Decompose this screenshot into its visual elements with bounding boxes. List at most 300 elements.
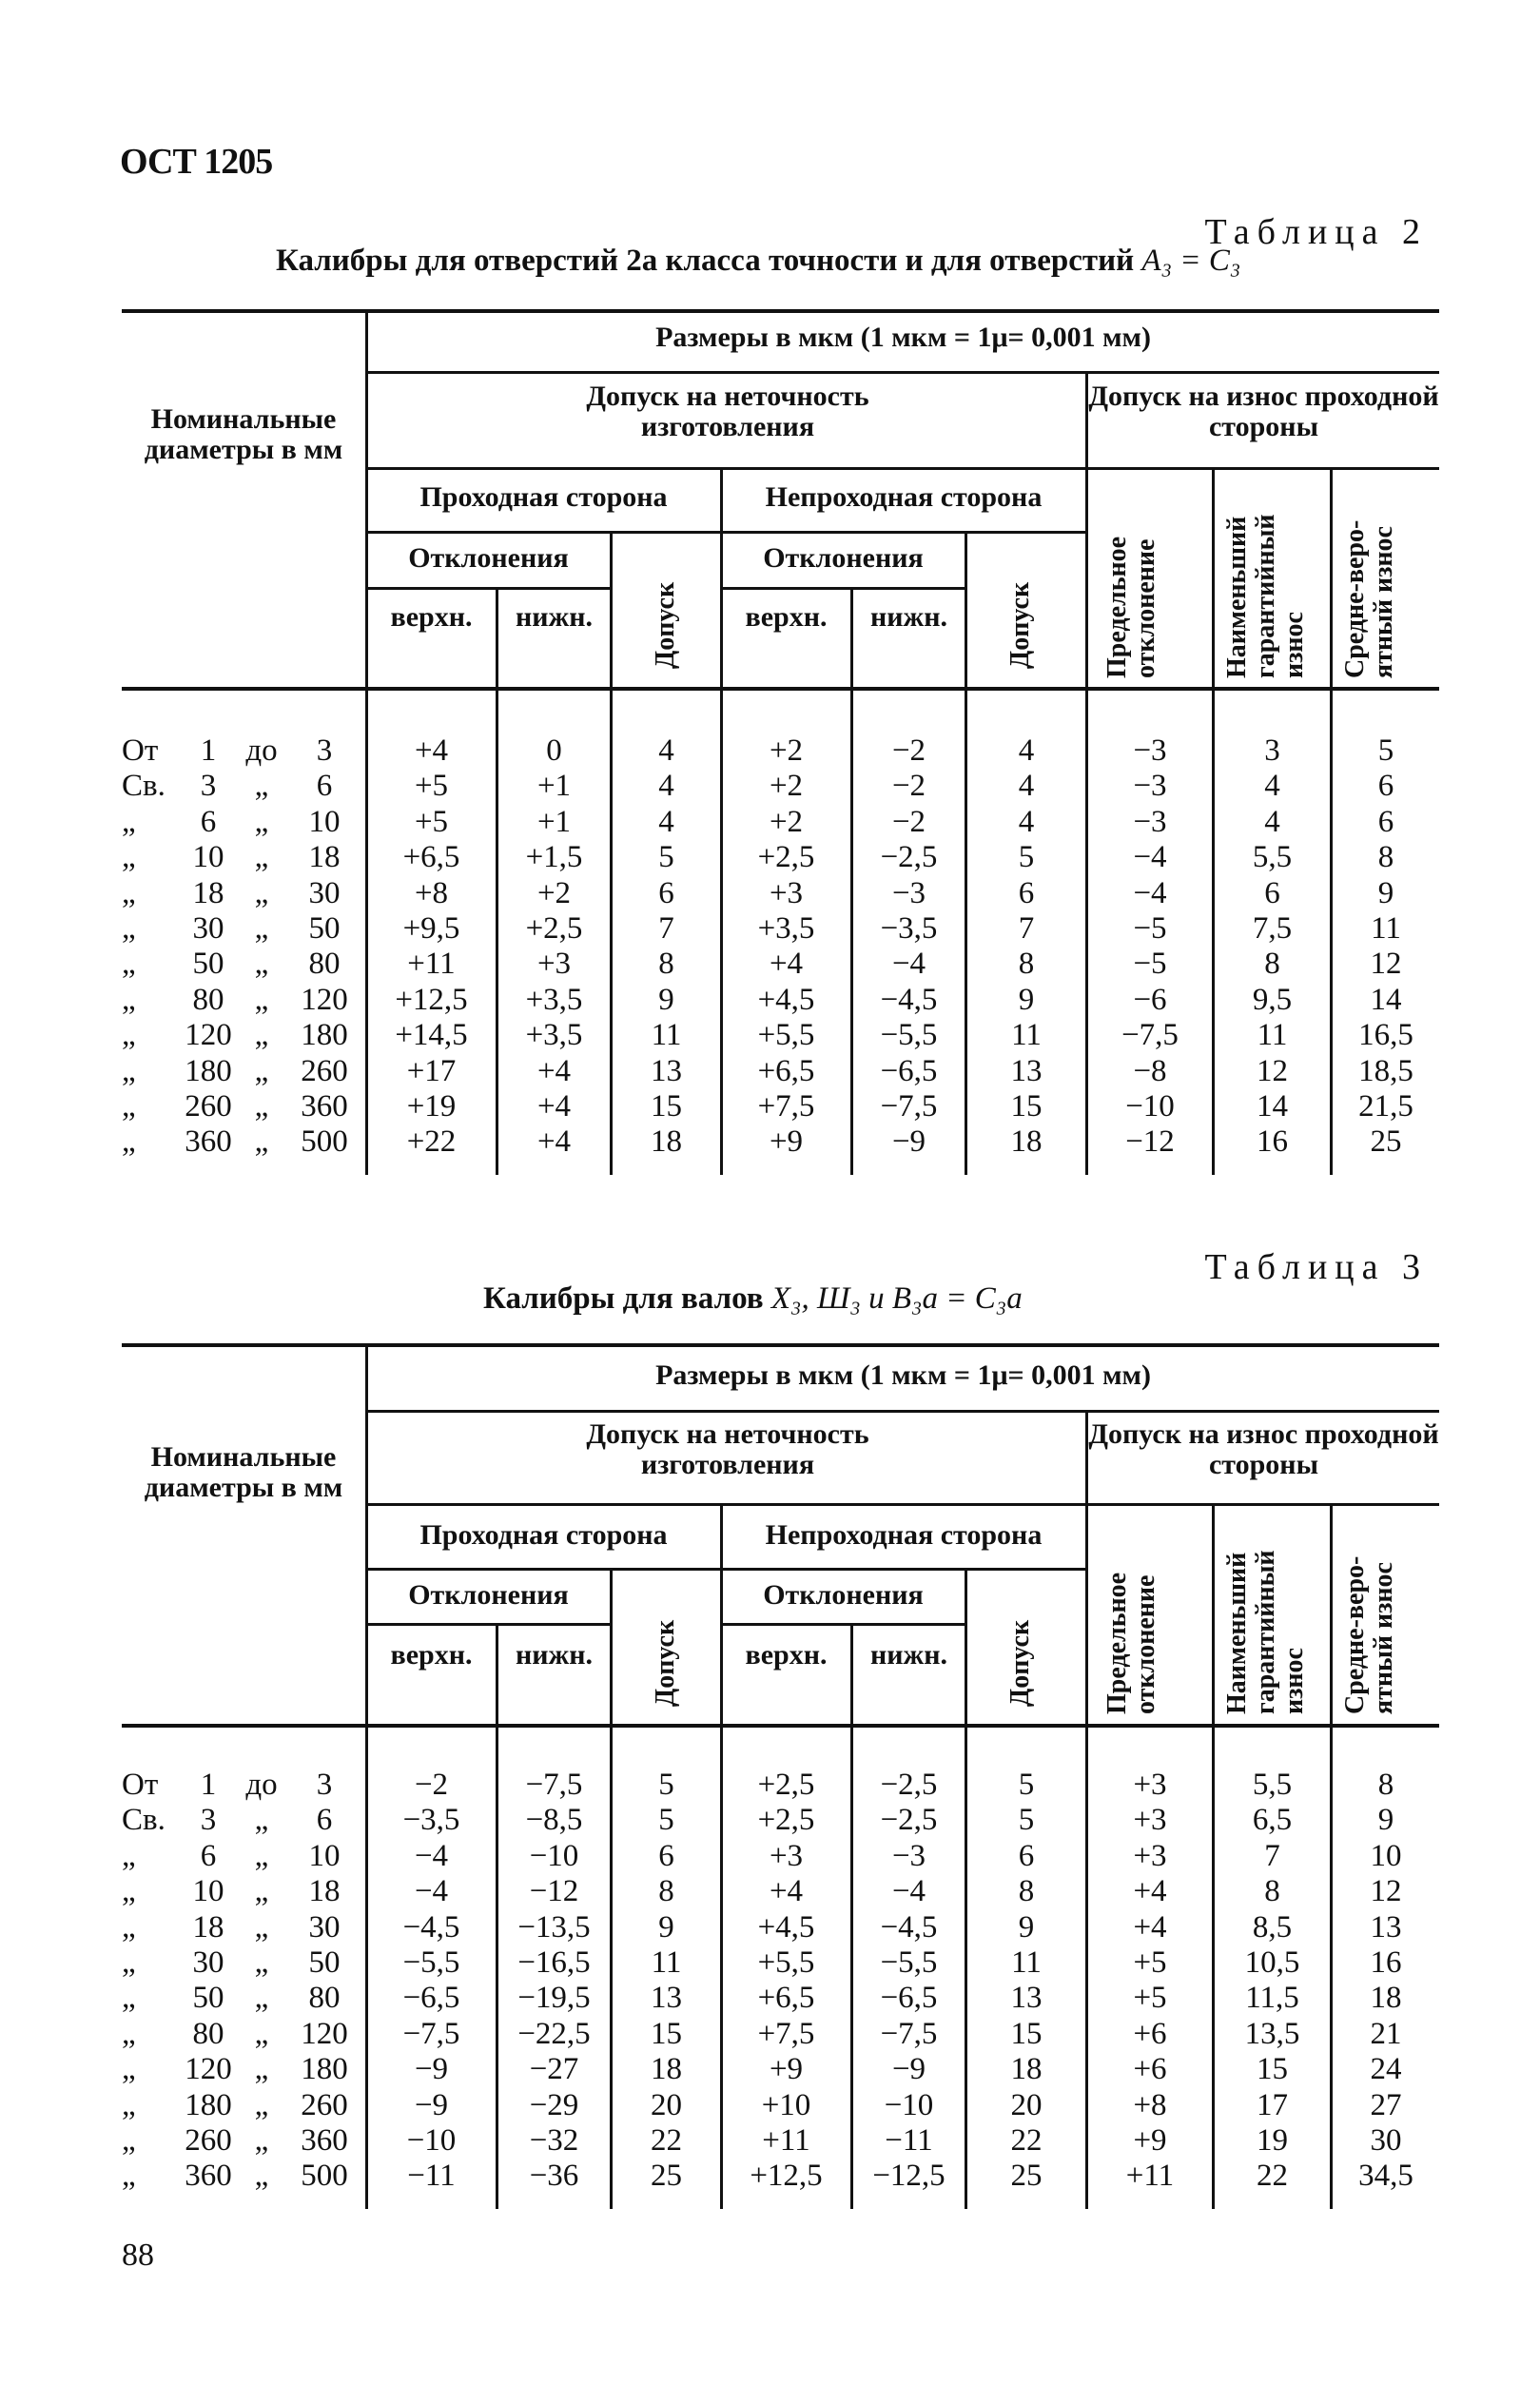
nogo-lower-cell: −9 — [891, 1124, 926, 1160]
table-row — [0, 1981, 1540, 2016]
to-cell: 30 — [308, 1909, 341, 1945]
prefix-cell: „ — [122, 1124, 136, 1160]
go-tolerance-cell: 13 — [651, 1053, 682, 1088]
to-word-cell: „ — [254, 2159, 269, 2194]
go-lower-cell: −27 — [529, 2052, 579, 2087]
to-word-cell: „ — [254, 911, 269, 946]
from-cell: 360 — [185, 2159, 232, 2194]
min-wear-cell: 12 — [1257, 1053, 1288, 1088]
from-cell: 18 — [192, 875, 224, 910]
avg-wear-cell: 8 — [1377, 840, 1394, 875]
avg-wear-cell: 5 — [1377, 733, 1394, 768]
nogo-tolerance-cell: 6 — [1018, 1838, 1035, 1873]
go-upper-cell: +22 — [406, 1124, 457, 1160]
nogo-lower-cell: −4,5 — [880, 982, 938, 1017]
table-row — [0, 769, 1540, 804]
limit-deviation-cell: +3 — [1133, 1803, 1167, 1838]
nogo-lower-cell: −5,5 — [880, 1018, 938, 1053]
limit-deviation-header: Предельное отклонение — [1102, 1572, 1160, 1714]
min-wear-cell: 22 — [1257, 2159, 1288, 2194]
go-upper-cell: −4,5 — [402, 1909, 460, 1945]
go-tolerance-cell: 4 — [658, 769, 674, 804]
go-lower-cell: +2 — [536, 875, 572, 910]
avg-wear-header: Средне-веро-ятный износ — [1340, 1555, 1398, 1714]
nogo-lower-cell: −2,5 — [880, 840, 938, 875]
nogo-upper-cell: +9 — [769, 2052, 804, 2087]
nogo-upper-cell: +3 — [769, 1838, 804, 1873]
document-code: ОСТ 1205 — [120, 142, 273, 182]
avg-wear-cell: 8 — [1377, 1768, 1394, 1802]
to-word-cell: „ — [254, 1838, 269, 1873]
to-cell: 18 — [308, 1874, 341, 1909]
nogo-tolerance-cell: 8 — [1018, 947, 1035, 982]
limit-deviation-cell: +8 — [1133, 2087, 1167, 2122]
go-side-header: Проходная сторона — [419, 1519, 668, 1551]
go-upper-cell: −3,5 — [402, 1803, 460, 1838]
nogo-upper-cell: +11 — [762, 2123, 810, 2158]
table-2-label: Таблица 2 — [1204, 212, 1428, 252]
nogo-lower-cell: −11 — [885, 2123, 933, 2158]
go-tolerance-cell: 8 — [658, 947, 674, 982]
from-cell: 120 — [185, 2052, 232, 2087]
table-2-body — [0, 733, 1540, 1162]
prefix-cell: От — [122, 733, 159, 768]
nogo-upper-cell: +2,5 — [757, 1803, 815, 1838]
go-side-header: Проходная сторона — [419, 481, 668, 513]
prefix-cell: „ — [122, 1874, 136, 1909]
table-row — [0, 1018, 1540, 1053]
go-lower-cell: −22,5 — [517, 2016, 591, 2051]
go-upper-cell: +12,5 — [395, 982, 468, 1017]
nogo-tolerance-cell: 13 — [1010, 1053, 1043, 1088]
go-tolerance-header: Допуск — [651, 581, 680, 669]
limit-deviation-cell: −6 — [1133, 982, 1167, 1017]
to-word-cell: „ — [254, 2016, 269, 2051]
go-upper-cell: −9 — [414, 2052, 449, 2087]
nogo-deviations-header: Отклонения — [763, 1579, 924, 1611]
min-wear-cell: 8 — [1264, 947, 1280, 982]
go-lower-cell: −13,5 — [517, 1909, 591, 1945]
go-tolerance-cell: 25 — [651, 2159, 682, 2194]
go-tolerance-cell: 6 — [658, 1838, 674, 1873]
nogo-upper-cell: +2,5 — [757, 840, 815, 875]
limit-deviation-cell: +6 — [1133, 2016, 1167, 2051]
limit-deviation-cell: −3 — [1133, 733, 1167, 768]
go-upper-cell: −4 — [414, 1874, 449, 1909]
from-cell: 260 — [185, 2123, 232, 2158]
units-header: Размеры в мкм (1 мкм = 1μ= 0,001 мм) — [655, 1359, 1151, 1391]
go-lower-cell: −10 — [529, 1838, 579, 1873]
prefix-cell: „ — [122, 911, 136, 946]
to-cell: 30 — [308, 875, 341, 910]
to-word-cell: „ — [254, 1945, 269, 1980]
min-wear-cell: 6,5 — [1252, 1803, 1293, 1838]
go-tolerance-cell: 22 — [651, 2123, 682, 2158]
limit-deviation-cell: −3 — [1133, 769, 1167, 804]
to-cell: 120 — [301, 982, 348, 1017]
nogo-lower-cell: −2 — [891, 733, 926, 768]
to-cell: 500 — [301, 2159, 348, 2194]
to-word-cell: до — [245, 1768, 278, 1802]
to-cell: 6 — [316, 769, 333, 804]
go-lower-cell: +1 — [536, 804, 572, 839]
min-wear-cell: 9,5 — [1252, 982, 1293, 1017]
nogo-lower-cell: −2,5 — [880, 1768, 938, 1802]
table-row — [0, 1945, 1540, 1981]
nogo-upper-cell: +5,5 — [757, 1945, 815, 1980]
to-word-cell: „ — [254, 2052, 269, 2087]
nogo-lower-cell: −6,5 — [880, 1053, 938, 1088]
go-upper-header: верхн. — [390, 1639, 473, 1671]
from-cell: 1 — [200, 733, 217, 768]
table-row — [0, 983, 1540, 1018]
prefix-cell: „ — [122, 1945, 136, 1980]
nogo-upper-cell: +9 — [769, 1124, 804, 1160]
to-cell: 260 — [301, 1053, 348, 1088]
table-row — [0, 947, 1540, 982]
go-lower-cell: +1 — [536, 769, 572, 804]
table-2-title — [276, 244, 1240, 279]
table-3-title-formula: X₃, Ш₃ и B₃а = C₃а — [770, 1281, 1023, 1316]
table-row — [0, 2123, 1540, 2159]
go-upper-cell: −5,5 — [402, 1945, 460, 1980]
to-word-cell: „ — [254, 1053, 269, 1088]
nogo-lower-cell: −12,5 — [872, 2159, 945, 2194]
avg-wear-cell: 16 — [1370, 1945, 1402, 1980]
nogo-tolerance-header: Допуск — [1005, 581, 1035, 669]
prefix-cell: „ — [122, 1981, 136, 2016]
to-cell: 260 — [301, 2087, 348, 2122]
nogo-upper-cell: +4 — [769, 947, 804, 982]
to-word-cell: „ — [254, 1909, 269, 1945]
nogo-upper-cell: +7,5 — [757, 2016, 815, 2051]
go-tolerance-header: Допуск — [651, 1619, 680, 1707]
prefix-cell: „ — [122, 1018, 136, 1053]
go-upper-cell: +19 — [406, 1089, 457, 1124]
nogo-lower-cell: −5,5 — [880, 1945, 938, 1980]
from-cell: 80 — [192, 2016, 224, 2051]
go-tolerance-cell: 9 — [658, 982, 674, 1017]
nogo-tolerance-cell: 20 — [1010, 2087, 1043, 2122]
nogo-lower-cell: −2 — [891, 804, 926, 839]
to-cell: 360 — [301, 1089, 348, 1124]
table-row — [0, 1910, 1540, 1945]
to-word-cell: „ — [254, 1981, 269, 2016]
limit-deviation-cell: −4 — [1133, 875, 1167, 910]
table-3-label: Таблица 3 — [1204, 1247, 1428, 1287]
go-tolerance-cell: 6 — [658, 875, 674, 910]
nogo-tolerance-header: Допуск — [1005, 1619, 1035, 1707]
avg-wear-cell: 13 — [1370, 1909, 1402, 1945]
table-3-title-text: Калибры для валов — [483, 1281, 771, 1316]
nogo-tolerance-cell: 18 — [1010, 1124, 1043, 1160]
nogo-lower-cell: −4 — [891, 947, 926, 982]
nogo-lower-header: нижн. — [869, 1639, 948, 1671]
nogo-upper-cell: +4,5 — [757, 982, 815, 1017]
go-lower-cell: −36 — [529, 2159, 579, 2194]
nominal-diameter-header: Номинальные диаметры в мм — [144, 1441, 343, 1503]
nogo-upper-header: верхн. — [745, 601, 828, 633]
limit-deviation-cell: +3 — [1133, 1768, 1167, 1802]
nogo-lower-cell: −2 — [891, 769, 926, 804]
avg-wear-cell: 27 — [1370, 2087, 1402, 2122]
limit-deviation-cell: +4 — [1133, 1909, 1167, 1945]
table-2 — [0, 309, 1540, 1175]
to-word-cell: „ — [254, 1018, 269, 1053]
go-lower-header: нижн. — [515, 601, 594, 633]
go-lower-cell: −16,5 — [517, 1945, 591, 1980]
nogo-upper-header: верхн. — [745, 1639, 828, 1671]
nogo-lower-cell: −10 — [884, 2087, 934, 2122]
nogo-upper-cell: +12,5 — [750, 2159, 823, 2194]
to-cell: 180 — [301, 1018, 348, 1053]
go-tolerance-cell: 5 — [658, 1803, 674, 1838]
nogo-side-header: Непроходная сторона — [765, 481, 1043, 513]
go-lower-cell: +3 — [536, 947, 572, 982]
table-row — [0, 805, 1540, 840]
nogo-lower-cell: −2,5 — [880, 1803, 938, 1838]
nogo-lower-cell: −6,5 — [880, 1981, 938, 2016]
to-cell: 6 — [316, 1803, 333, 1838]
go-tolerance-cell: 9 — [658, 1909, 674, 1945]
nogo-upper-cell: +3 — [769, 875, 804, 910]
go-upper-cell: −10 — [406, 2123, 457, 2158]
nogo-upper-cell: +4 — [769, 1874, 804, 1909]
table-row — [0, 1124, 1540, 1160]
from-cell: 3 — [200, 1803, 217, 1838]
to-cell: 80 — [308, 1981, 341, 2016]
nogo-tolerance-cell: 11 — [1011, 1945, 1042, 1980]
to-word-cell: „ — [254, 804, 269, 839]
nogo-lower-cell: −7,5 — [880, 1089, 938, 1124]
go-upper-cell: +4 — [414, 733, 449, 768]
nogo-lower-cell: −4,5 — [880, 1909, 938, 1945]
to-cell: 80 — [308, 947, 341, 982]
avg-wear-cell: 18,5 — [1358, 1053, 1413, 1088]
to-word-cell: „ — [254, 2087, 269, 2122]
to-cell: 3 — [316, 733, 333, 768]
limit-deviation-cell: −5 — [1133, 911, 1167, 946]
to-word-cell: „ — [254, 947, 269, 982]
limit-deviation-cell: +5 — [1133, 1945, 1167, 1980]
nogo-tolerance-cell: 25 — [1010, 2159, 1043, 2194]
min-wear-cell: 4 — [1264, 804, 1280, 839]
avg-wear-cell: 34,5 — [1358, 2159, 1413, 2194]
nogo-upper-cell: +7,5 — [757, 1089, 815, 1124]
go-lower-cell: −12 — [529, 1874, 579, 1909]
prefix-cell: „ — [122, 1909, 136, 1945]
from-cell: 6 — [200, 1838, 217, 1873]
to-word-cell: „ — [254, 875, 269, 910]
go-upper-cell: +11 — [407, 947, 456, 982]
go-upper-cell: −9 — [414, 2087, 449, 2122]
to-word-cell: „ — [254, 840, 269, 875]
to-word-cell: „ — [254, 769, 269, 804]
nogo-upper-cell: +6,5 — [757, 1981, 815, 2016]
to-cell: 50 — [308, 911, 341, 946]
nogo-tolerance-cell: 5 — [1018, 1803, 1035, 1838]
nogo-tolerance-cell: 15 — [1010, 2016, 1043, 2051]
go-lower-cell: +2,5 — [525, 911, 583, 946]
min-wear-cell: 5,5 — [1252, 1768, 1293, 1802]
limit-deviation-cell: −10 — [1125, 1089, 1175, 1124]
prefix-cell: „ — [122, 2016, 136, 2051]
to-word-cell: „ — [254, 982, 269, 1017]
table-row — [0, 911, 1540, 947]
min-wear-cell: 10,5 — [1244, 1945, 1300, 1980]
nogo-tolerance-cell: 4 — [1018, 769, 1035, 804]
avg-wear-cell: 12 — [1370, 947, 1402, 982]
go-lower-header: нижн. — [515, 1639, 594, 1671]
nogo-lower-cell: −3 — [891, 1838, 926, 1873]
nogo-tolerance-cell: 8 — [1018, 1874, 1035, 1909]
wear-tolerance-header: Допуск на износ проходной стороны — [1088, 381, 1439, 442]
min-wear-cell: 3 — [1264, 733, 1280, 768]
nogo-upper-cell: +6,5 — [757, 1053, 815, 1088]
min-wear-cell: 4 — [1264, 769, 1280, 804]
go-upper-cell: +5 — [414, 804, 449, 839]
go-upper-cell: +17 — [406, 1053, 457, 1088]
table-row — [0, 876, 1540, 911]
to-cell: 120 — [301, 2016, 348, 2051]
nogo-tolerance-cell: 6 — [1018, 875, 1035, 910]
nogo-upper-cell: +10 — [761, 2087, 811, 2122]
limit-deviation-cell: +3 — [1133, 1838, 1167, 1873]
to-cell: 10 — [308, 804, 341, 839]
prefix-cell: „ — [122, 875, 136, 910]
from-cell: 180 — [185, 1053, 232, 1088]
table-row — [0, 2088, 1540, 2123]
go-lower-cell: +4 — [536, 1053, 572, 1088]
avg-wear-cell: 12 — [1370, 1874, 1402, 1909]
min-wear-cell: 6 — [1264, 875, 1280, 910]
nogo-tolerance-cell: 4 — [1018, 804, 1035, 839]
nogo-lower-header: нижн. — [869, 601, 948, 633]
from-cell: 30 — [192, 1945, 224, 1980]
min-wear-cell: 13,5 — [1244, 2016, 1300, 2051]
nogo-tolerance-cell: 11 — [1011, 1018, 1042, 1053]
go-tolerance-cell: 4 — [658, 733, 674, 768]
nogo-upper-cell: +2 — [769, 804, 804, 839]
go-lower-cell: +3,5 — [525, 982, 583, 1017]
table-3-body — [0, 1768, 1540, 2196]
to-word-cell: „ — [254, 1803, 269, 1838]
avg-wear-cell: 10 — [1370, 1838, 1402, 1873]
limit-deviation-cell: −7,5 — [1121, 1018, 1179, 1053]
prefix-cell: „ — [122, 1838, 136, 1873]
to-word-cell: до — [245, 733, 278, 768]
go-tolerance-cell: 5 — [658, 840, 674, 875]
go-tolerance-cell: 20 — [651, 2087, 682, 2122]
min-wear-cell: 14 — [1257, 1089, 1288, 1124]
go-tolerance-cell: 18 — [651, 2052, 682, 2087]
nogo-tolerance-cell: 5 — [1018, 1768, 1035, 1802]
nogo-lower-cell: −7,5 — [880, 2016, 938, 2051]
to-cell: 360 — [301, 2123, 348, 2158]
avg-wear-cell: 24 — [1370, 2052, 1402, 2087]
avg-wear-header: Средне-веро-ятный износ — [1340, 519, 1398, 678]
prefix-cell: От — [122, 1768, 159, 1802]
from-cell: 50 — [192, 947, 224, 982]
table-row — [0, 2052, 1540, 2087]
avg-wear-cell: 9 — [1377, 875, 1394, 910]
table-row — [0, 1054, 1540, 1089]
from-cell: 360 — [185, 1124, 232, 1160]
table-row — [0, 1874, 1540, 1909]
nogo-lower-cell: −3,5 — [880, 911, 938, 946]
nogo-tolerance-cell: 9 — [1018, 982, 1035, 1017]
from-cell: 3 — [200, 769, 217, 804]
go-tolerance-cell: 5 — [658, 1768, 674, 1802]
go-deviations-header: Отклонения — [408, 1579, 569, 1611]
to-word-cell: „ — [254, 1874, 269, 1909]
table-row — [0, 2159, 1540, 2194]
prefix-cell: „ — [122, 2123, 136, 2158]
go-lower-cell: −29 — [529, 2087, 579, 2122]
avg-wear-cell: 6 — [1377, 804, 1394, 839]
from-cell: 10 — [192, 840, 224, 875]
nogo-tolerance-cell: 13 — [1010, 1981, 1043, 2016]
go-upper-cell: −6,5 — [402, 1981, 460, 2016]
prefix-cell: „ — [122, 947, 136, 982]
table-row — [0, 840, 1540, 875]
prefix-cell: „ — [122, 1089, 136, 1124]
avg-wear-cell: 30 — [1370, 2123, 1402, 2158]
limit-deviation-cell: +6 — [1133, 2052, 1167, 2087]
to-word-cell: „ — [254, 2123, 269, 2158]
nogo-tolerance-cell: 7 — [1018, 911, 1035, 946]
from-cell: 6 — [200, 804, 217, 839]
min-wear-cell: 7 — [1264, 1838, 1280, 1873]
min-wear-cell: 11,5 — [1245, 1981, 1299, 2016]
nogo-upper-cell: +3,5 — [757, 911, 815, 946]
limit-deviation-cell: +9 — [1133, 2123, 1167, 2158]
to-cell: 500 — [301, 1124, 348, 1160]
from-cell: 30 — [192, 911, 224, 946]
min-wear-cell: 5,5 — [1252, 840, 1293, 875]
avg-wear-cell: 25 — [1370, 1124, 1402, 1160]
min-wear-header: Наименьший гарантийный износ — [1222, 1550, 1309, 1714]
table-row — [0, 2017, 1540, 2052]
limit-deviation-cell: +11 — [1125, 2159, 1175, 2194]
avg-wear-cell: 11 — [1371, 911, 1401, 946]
avg-wear-cell: 9 — [1377, 1803, 1394, 1838]
avg-wear-cell: 16,5 — [1358, 1018, 1413, 1053]
go-upper-cell: +14,5 — [395, 1018, 468, 1053]
prefix-cell: Св. — [122, 769, 166, 804]
nogo-tolerance-cell: 15 — [1010, 1089, 1043, 1124]
go-upper-cell: −4 — [414, 1838, 449, 1873]
table-row — [0, 1089, 1540, 1124]
go-lower-cell: 0 — [546, 733, 562, 768]
from-cell: 18 — [192, 1909, 224, 1945]
min-wear-cell: 7,5 — [1252, 911, 1293, 946]
go-tolerance-cell: 8 — [658, 1874, 674, 1909]
to-word-cell: „ — [254, 1124, 269, 1160]
avg-wear-cell: 21 — [1370, 2016, 1402, 2051]
from-cell: 1 — [200, 1768, 217, 1802]
nogo-tolerance-cell: 18 — [1010, 2052, 1043, 2087]
go-tolerance-cell: 15 — [651, 1089, 682, 1124]
to-cell: 3 — [316, 1768, 333, 1802]
to-cell: 10 — [308, 1838, 341, 1873]
manufacturing-tolerance-header: Допуск на неточность изготовления — [586, 1418, 869, 1480]
nominal-diameter-header: Номинальные диаметры в мм — [144, 403, 343, 465]
table-3 — [0, 1343, 1540, 2209]
go-tolerance-cell: 13 — [651, 1981, 682, 2016]
go-lower-cell: −8,5 — [525, 1803, 583, 1838]
go-upper-cell: +8 — [414, 875, 449, 910]
